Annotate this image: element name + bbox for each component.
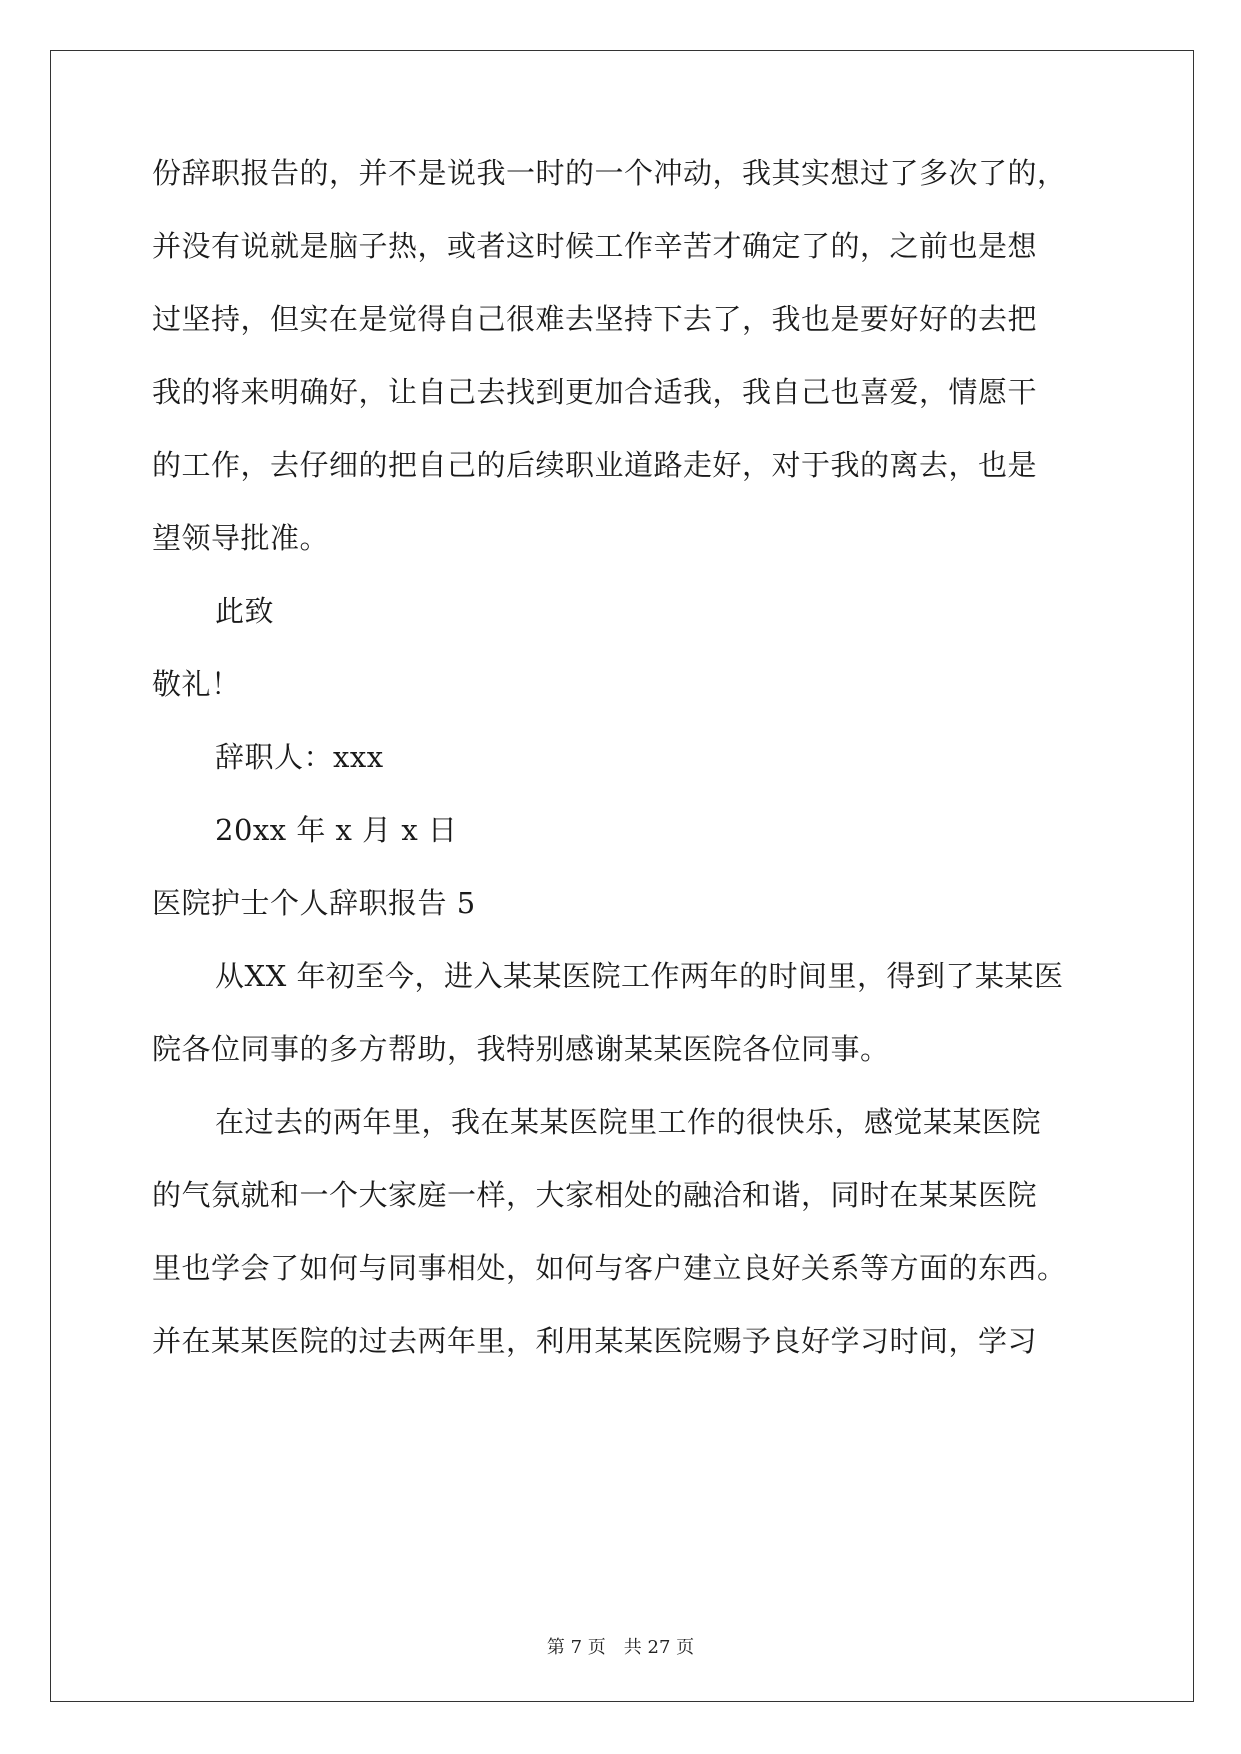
body-line: 院各位同事的多方帮助，我特别感谢某某医院各位同事。 xyxy=(152,1032,890,1066)
body-line: 份辞职报告的，并不是说我一时的一个冲动，我其实想过了多次了的， xyxy=(152,156,1067,190)
body-line: 过坚持，但实在是觉得自己很难去坚持下去了，我也是要好好的去把 xyxy=(152,302,1038,336)
page-border xyxy=(50,50,1194,1702)
section-title: 医院护士个人辞职报告 5 xyxy=(152,886,476,920)
body-line: 在过去的两年里，我在某某医院里工作的很快乐，感觉某某医院 xyxy=(215,1105,1042,1139)
page-total: 共 27 页 xyxy=(623,1637,695,1658)
body-line: 里也学会了如何与同事相处，如何与客户建立良好关系等方面的东西。 xyxy=(152,1251,1067,1285)
date-line: 20xx 年 x 月 x 日 xyxy=(215,813,458,847)
body-line: 的工作，去仔细的把自己的后续职业道路走好，对于我的离去，也是 xyxy=(152,448,1038,482)
body-line: 我的将来明确好，让自己去找到更加合适我，我自己也喜爱，情愿干 xyxy=(152,375,1038,409)
signature-line: 辞职人：xxx xyxy=(215,740,384,774)
body-line: 并没有说就是脑子热，或者这时候工作辛苦才确定了的，之前也是想 xyxy=(152,229,1038,263)
salutation-line: 敬礼！ xyxy=(152,667,241,701)
closing-line: 此致 xyxy=(215,594,275,628)
body-line: 从XX 年初至今，进入某某医院工作两年的时间里，得到了某某医 xyxy=(215,959,1064,993)
body-line: 并在某某医院的过去两年里，利用某某医院赐予良好学习时间，学习 xyxy=(152,1324,1038,1358)
body-line: 的气氛就和一个大家庭一样，大家相处的融洽和谐，同时在某某医院 xyxy=(152,1178,1038,1212)
page-footer xyxy=(0,1636,1241,1660)
body-line: 望领导批准。 xyxy=(152,521,330,555)
page-number: 第 7 页 xyxy=(546,1637,606,1658)
